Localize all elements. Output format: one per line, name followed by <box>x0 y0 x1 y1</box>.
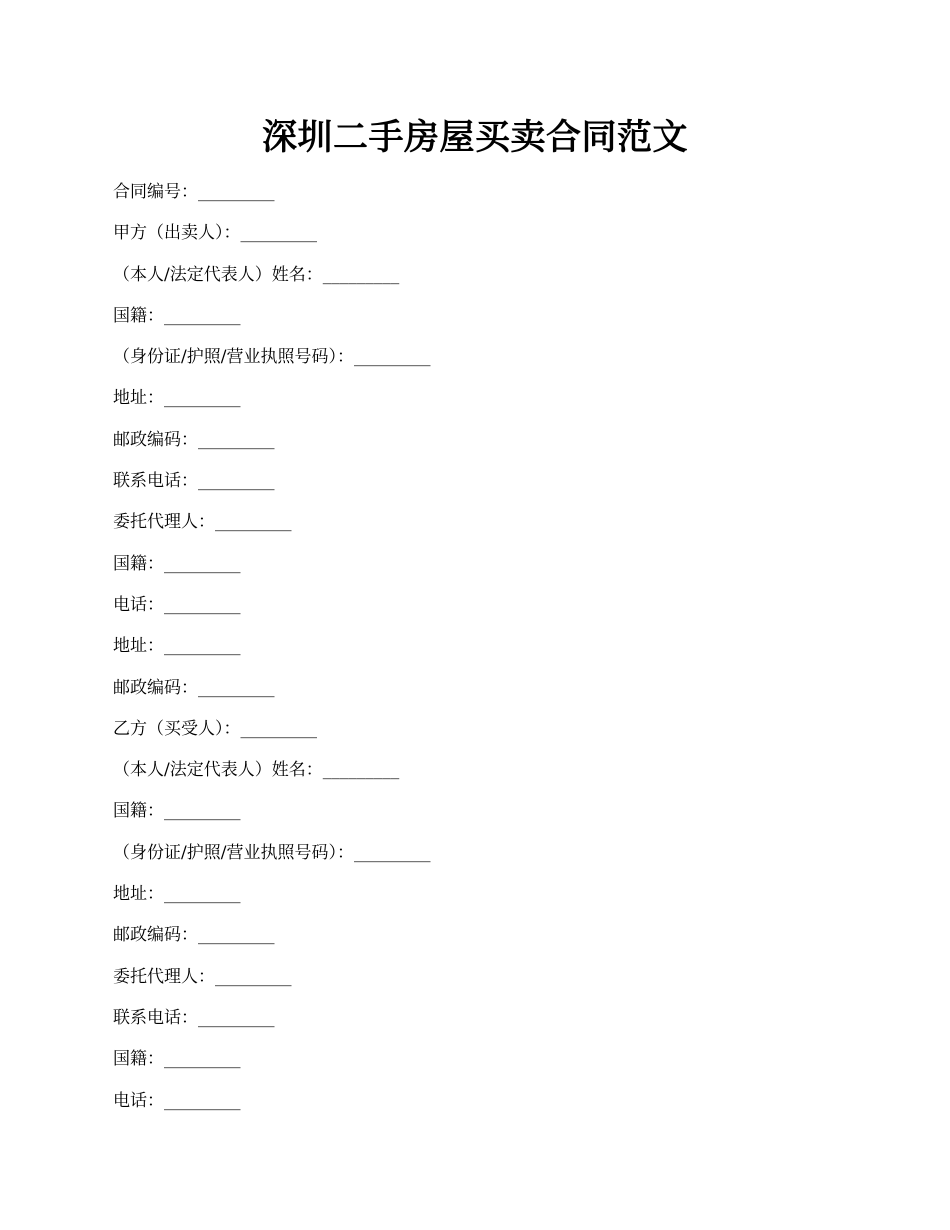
field-line: （身份证/护照/营业执照号码）：_________ <box>113 842 431 863</box>
field-line: 电话：_________ <box>113 1090 241 1111</box>
field-line: 国籍：_________ <box>113 1049 241 1070</box>
field-line: 邮政编码：_________ <box>113 677 275 698</box>
field-line: 委托代理人：_________ <box>113 512 292 533</box>
field-line: 合同编号：_________ <box>113 182 275 202</box>
field-line: 国籍：_________ <box>113 305 241 326</box>
field-line: （本人/法定代表人）姓名：_________ <box>113 760 400 781</box>
field-line: 国籍：_________ <box>113 553 241 574</box>
field-line: （本人/法定代表人）姓名：_________ <box>113 264 400 285</box>
field-line: 邮政编码：_________ <box>113 429 275 450</box>
contract-field-list <box>113 178 833 1128</box>
field-line: 乙方（买受人）：_________ <box>113 718 317 739</box>
field-line: 委托代理人：_________ <box>113 966 292 987</box>
field-line: 甲方（出卖人）：_________ <box>113 223 317 244</box>
field-line: 电话：_________ <box>113 594 241 615</box>
field-line: 联系电话：_________ <box>113 471 275 492</box>
field-line: 地址：_________ <box>113 388 241 409</box>
field-line: 国籍：_________ <box>113 801 241 822</box>
field-line: 地址：_________ <box>113 884 241 905</box>
document-title: 深圳二手房屋买卖合同范文 <box>261 117 688 158</box>
field-line: 联系电话：_________ <box>113 1007 275 1028</box>
field-line: 邮政编码：_________ <box>113 925 275 946</box>
field-line: （身份证/护照/营业执照号码）：_________ <box>113 347 431 368</box>
field-line: 地址：_________ <box>113 636 241 657</box>
